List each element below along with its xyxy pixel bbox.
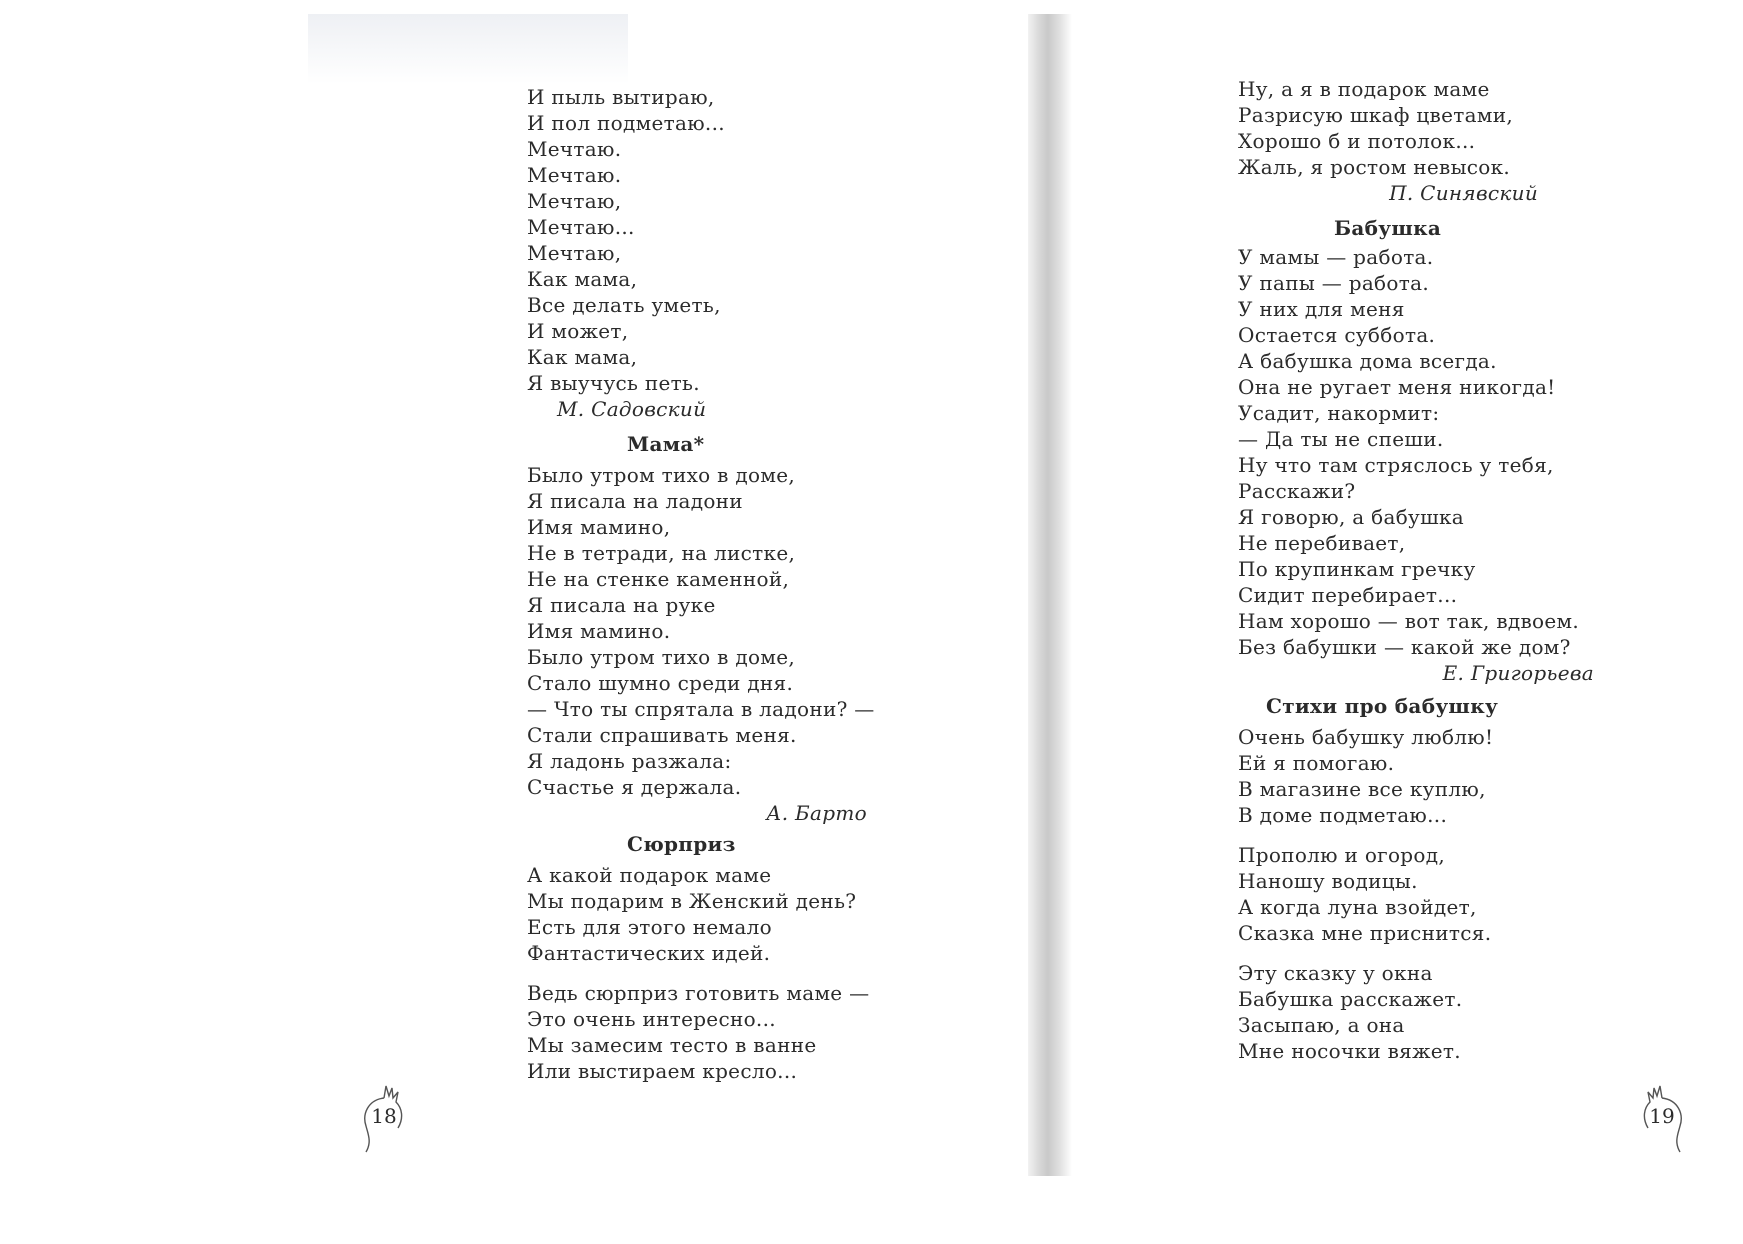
- poem-line: Как мама,: [527, 345, 638, 369]
- poem-line: Имя мамино.: [527, 619, 671, 643]
- page-number-left: [364, 1096, 404, 1136]
- poem-line: Сказка мне приснится.: [1238, 921, 1492, 945]
- right-column: [1238, 76, 1598, 1064]
- poem-line: А какой подарок маме: [527, 863, 772, 887]
- poem-line: Мы подарим в Женский день?: [527, 889, 857, 913]
- poem-surprise-stanza-1: [527, 862, 907, 966]
- poem-line: Мечтаю,: [527, 189, 622, 213]
- poem-line: Ведь сюрприз готовить маме —: [527, 981, 870, 1005]
- poem-line: Ей я помогаю.: [1238, 751, 1395, 775]
- poem-line: А бабушка дома всегда.: [1238, 349, 1497, 373]
- poem-line: Сидит перебирает...: [1238, 583, 1458, 607]
- poem-mama: [527, 462, 907, 800]
- page-number-right: [1642, 1096, 1682, 1136]
- poem-title: Мама*: [627, 432, 705, 456]
- poem-line: Я писала на ладони: [527, 489, 743, 513]
- poem-line: Стало шумно среди дня.: [527, 671, 794, 695]
- poem-babushka: [1238, 244, 1598, 660]
- poem-line: Мне носочки вяжет.: [1238, 1039, 1461, 1063]
- poem-line: Бабушка расскажет.: [1238, 987, 1463, 1011]
- poem-line: Было утром тихо в доме,: [527, 645, 796, 669]
- poem-line: Не перебивает,: [1238, 531, 1406, 555]
- poem-line: И пыль вытираю,: [527, 85, 715, 109]
- poem-line: Не на стенке каменной,: [527, 567, 790, 591]
- poem-line: Засыпаю, а она: [1238, 1013, 1405, 1037]
- poem-line: Все делать уметь,: [527, 293, 721, 317]
- poem-line: Мечтаю,: [527, 241, 622, 265]
- poem-line: Есть для этого немало: [527, 915, 772, 939]
- poem-title: Бабушка: [1334, 216, 1442, 240]
- poem-line: Было утром тихо в доме,: [527, 463, 796, 487]
- poem-line: У папы — работа.: [1238, 271, 1429, 295]
- poem-line: Прополю и огород,: [1238, 843, 1445, 867]
- poem-surprise-tail: [1238, 76, 1598, 180]
- poem-line: Это очень интересно...: [527, 1007, 776, 1031]
- poem-line: Хорошо б и потолок...: [1238, 129, 1476, 153]
- poem-line: — Что ты спрятала в ладони? —: [527, 697, 875, 721]
- poem-line: Очень бабушку люблю!: [1238, 725, 1494, 749]
- poem-line: Наношу водицы.: [1238, 869, 1418, 893]
- poem-line: Расскажи?: [1238, 479, 1356, 503]
- poem-line: Разрисую шкаф цветами,: [1238, 103, 1513, 127]
- poem-author: П. Синявский: [1389, 181, 1538, 205]
- poem-line: Счастье я держала.: [527, 775, 742, 799]
- poem-line: Я ладонь разжала:: [527, 749, 732, 773]
- poem-line: Нам хорошо — вот так, вдвоем.: [1238, 609, 1580, 633]
- poem-line: Имя мамино,: [527, 515, 671, 539]
- poem-line: У них для меня: [1238, 297, 1405, 321]
- poem-line: Она не ругает меня никогда!: [1238, 375, 1556, 399]
- poem-line: Усадит, накормит:: [1238, 401, 1440, 425]
- poem-line: — Да ты не спеши.: [1238, 427, 1444, 451]
- poem-line: Я писала на руке: [527, 593, 716, 617]
- poem-line: Мечтаю.: [527, 137, 622, 161]
- poem-line: Без бабушки — какой же дом?: [1238, 635, 1571, 659]
- poem-line: И пол подметаю...: [527, 111, 725, 135]
- poem-line: Я говорю, а бабушка: [1238, 505, 1465, 529]
- poem-stikhi-stanza-2: [1238, 842, 1598, 946]
- poem-line: В доме подметаю...: [1238, 803, 1448, 827]
- poem-author: М. Садовский: [557, 397, 707, 421]
- poem-line: У мамы — работа.: [1238, 245, 1434, 269]
- poem-sadovsky-tail: [527, 84, 907, 396]
- poem-line: Как мама,: [527, 267, 638, 291]
- poem-line: Фантастических идей.: [527, 941, 771, 965]
- poem-stikhi-stanza-3: [1238, 960, 1598, 1064]
- poem-line: А когда луна взойдет,: [1238, 895, 1477, 919]
- poem-author: А. Барто: [766, 801, 867, 825]
- poem-stikhi-stanza-1: [1238, 724, 1598, 828]
- poem-line: Мы замесим тесто в ванне: [527, 1033, 817, 1057]
- poem-line: По крупинкам гречку: [1238, 557, 1476, 581]
- page-number-text: 18: [371, 1104, 397, 1128]
- poem-title: Стихи про бабушку: [1266, 694, 1499, 718]
- poem-line: Ну что там стряслось у тебя,: [1238, 453, 1554, 477]
- poem-line: Ну, а я в подарок маме: [1238, 77, 1490, 101]
- left-column: [527, 84, 907, 1084]
- poem-line: В магазине все куплю,: [1238, 777, 1486, 801]
- poem-line: Жаль, я ростом невысок.: [1238, 155, 1511, 179]
- poem-line: Не в тетради, на листке,: [527, 541, 796, 565]
- page-number-text: 19: [1649, 1104, 1675, 1128]
- poem-author: Е. Григорьева: [1442, 661, 1594, 685]
- poem-title: Сюрприз: [627, 832, 736, 856]
- scan-shadow: [308, 14, 628, 84]
- poem-line: Остается суббота.: [1238, 323, 1436, 347]
- book-gutter: [1028, 14, 1072, 1176]
- poem-line: Мечтаю...: [527, 215, 635, 239]
- poem-line: Эту сказку у окна: [1238, 961, 1433, 985]
- poem-line: Мечтаю.: [527, 163, 622, 187]
- poem-line: И может,: [527, 319, 629, 343]
- poem-surprise-stanza-2: [527, 980, 907, 1084]
- poem-line: Стали спрашивать меня.: [527, 723, 797, 747]
- poem-line: Я выучусь петь.: [527, 371, 700, 395]
- poem-line: Или выстираем кресло...: [527, 1059, 798, 1083]
